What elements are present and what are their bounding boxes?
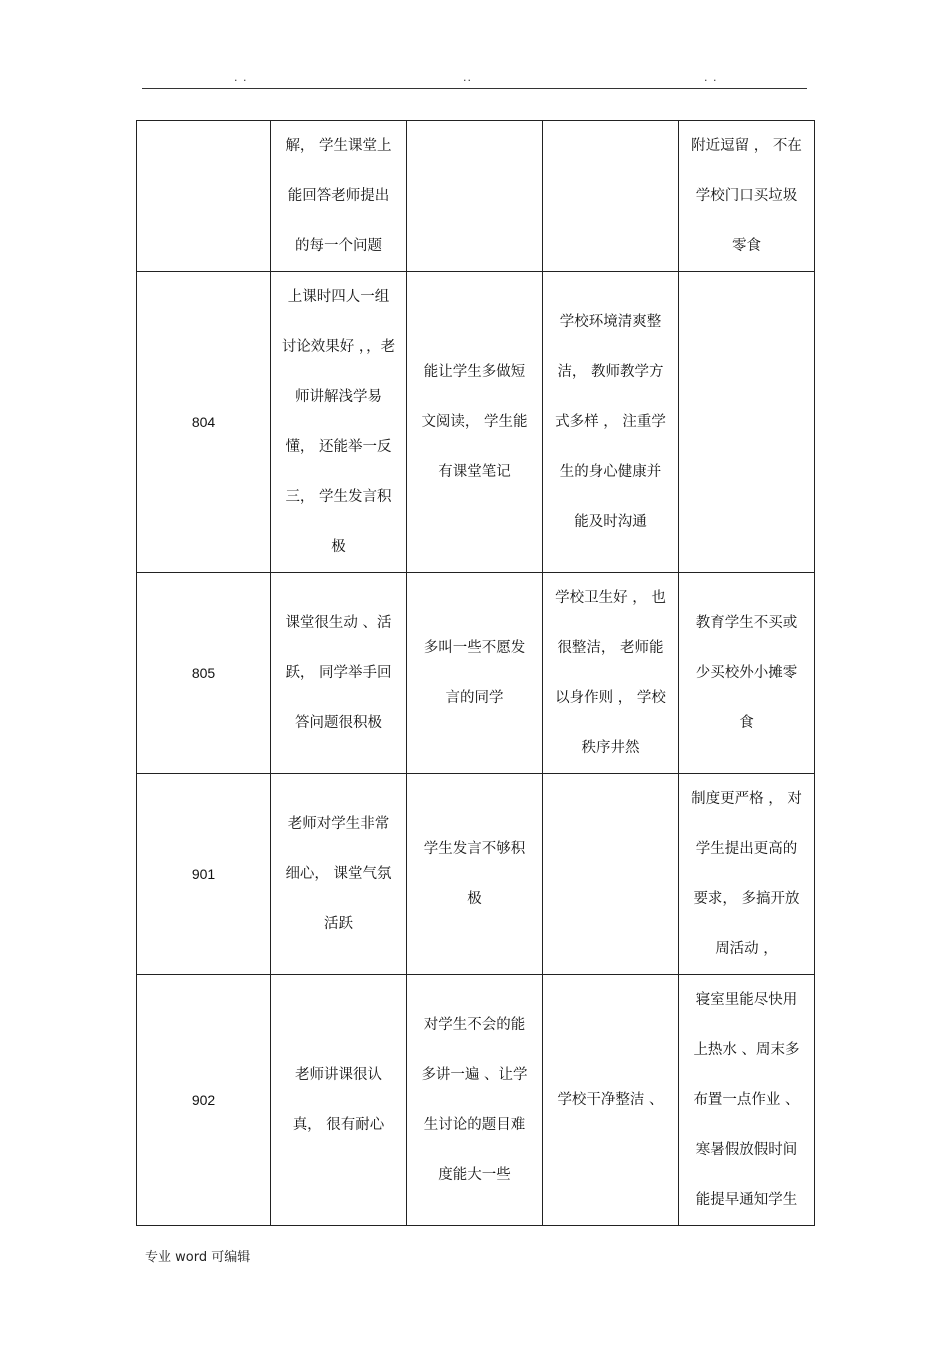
cell-text: 学校卫生好 ， 也很整洁， 老师能以身作则 ， 学校秩序井然 [555, 590, 666, 756]
cell-text: 解， 学生课堂上能回答老师提出的每一个问题 [285, 138, 392, 254]
cell-text: 学校环境清爽整洁， 教师教学方式多样 ， 注重学生的身心健康并能及时沟通 [555, 314, 666, 530]
cell-text: 教育学生不买或少买校外小摊零食 [695, 615, 798, 731]
survey-table [136, 120, 815, 1226]
school-feedback-cell [543, 975, 679, 1226]
table-row [137, 573, 815, 774]
table-row [137, 272, 815, 573]
cell-text: 老师讲课很认真， 很有耐心 [292, 1067, 385, 1133]
classroom-feedback-cell [271, 774, 407, 975]
classroom-feedback-cell [271, 975, 407, 1226]
class-cell: 805 [137, 573, 271, 774]
school-suggestion-cell [679, 121, 815, 272]
cell-text: 制度更严格 ， 对学生提出更高的要求， 多搞开放周活动 ， [691, 791, 802, 957]
teaching-suggestion-cell [407, 975, 543, 1226]
school-feedback-cell [543, 121, 679, 272]
header-rule [142, 88, 807, 89]
school-suggestion-cell [679, 272, 815, 573]
cell-text: 上课时四人一组讨论效果好 ，，老师讲解浅学易懂， 还能举一反三， 学生发言积极 [281, 289, 396, 555]
school-feedback-cell [543, 272, 679, 573]
school-feedback-cell [543, 774, 679, 975]
table-row [137, 975, 815, 1226]
header-dots-middle: .. [463, 71, 472, 84]
class-cell: 804 [137, 272, 271, 573]
teaching-suggestion-cell [407, 573, 543, 774]
class-cell: 901 [137, 774, 271, 975]
class-cell [137, 121, 271, 272]
cell-text: 老师对学生非常细心， 课堂气氛活跃 [285, 816, 392, 932]
header-dots-left: . . [234, 71, 248, 84]
school-suggestion-cell [679, 975, 815, 1226]
table-row [137, 121, 815, 272]
school-feedback-cell [543, 573, 679, 774]
cell-text: 对学生不会的能多讲一遍 、让学生讨论的题目难度能大一些 [421, 1017, 528, 1183]
teaching-suggestion-cell [407, 774, 543, 975]
teaching-suggestion-cell [407, 121, 543, 272]
cell-text: 能让学生多做短文阅读， 学生能有课堂笔记 [421, 364, 528, 480]
footer-text: 专业 word 可编辑 [145, 1250, 251, 1265]
classroom-feedback-cell [271, 573, 407, 774]
class-cell: 902 [137, 975, 271, 1226]
cell-text: 学校干净整洁 、 [557, 1092, 664, 1108]
school-suggestion-cell [679, 774, 815, 975]
cell-text: 学生发言不够积极 [423, 841, 526, 907]
classroom-feedback-cell [271, 272, 407, 573]
cell-text: 寝室里能尽快用上热水 、周末多布置一点作业 、寒暑假放假时间能提早通知学生 [693, 992, 800, 1208]
cell-text: 多叫一些不愿发言的同学 [423, 640, 526, 706]
cell-text: 附近逗留 ， 不在学校门口买垃圾零食 [691, 138, 802, 254]
cell-text: 课堂很生动 、活跃， 同学举手回答问题很积极 [285, 615, 392, 731]
header-dots-right: . . [704, 71, 718, 84]
table-row [137, 774, 815, 975]
school-suggestion-cell [679, 573, 815, 774]
teaching-suggestion-cell [407, 272, 543, 573]
classroom-feedback-cell [271, 121, 407, 272]
